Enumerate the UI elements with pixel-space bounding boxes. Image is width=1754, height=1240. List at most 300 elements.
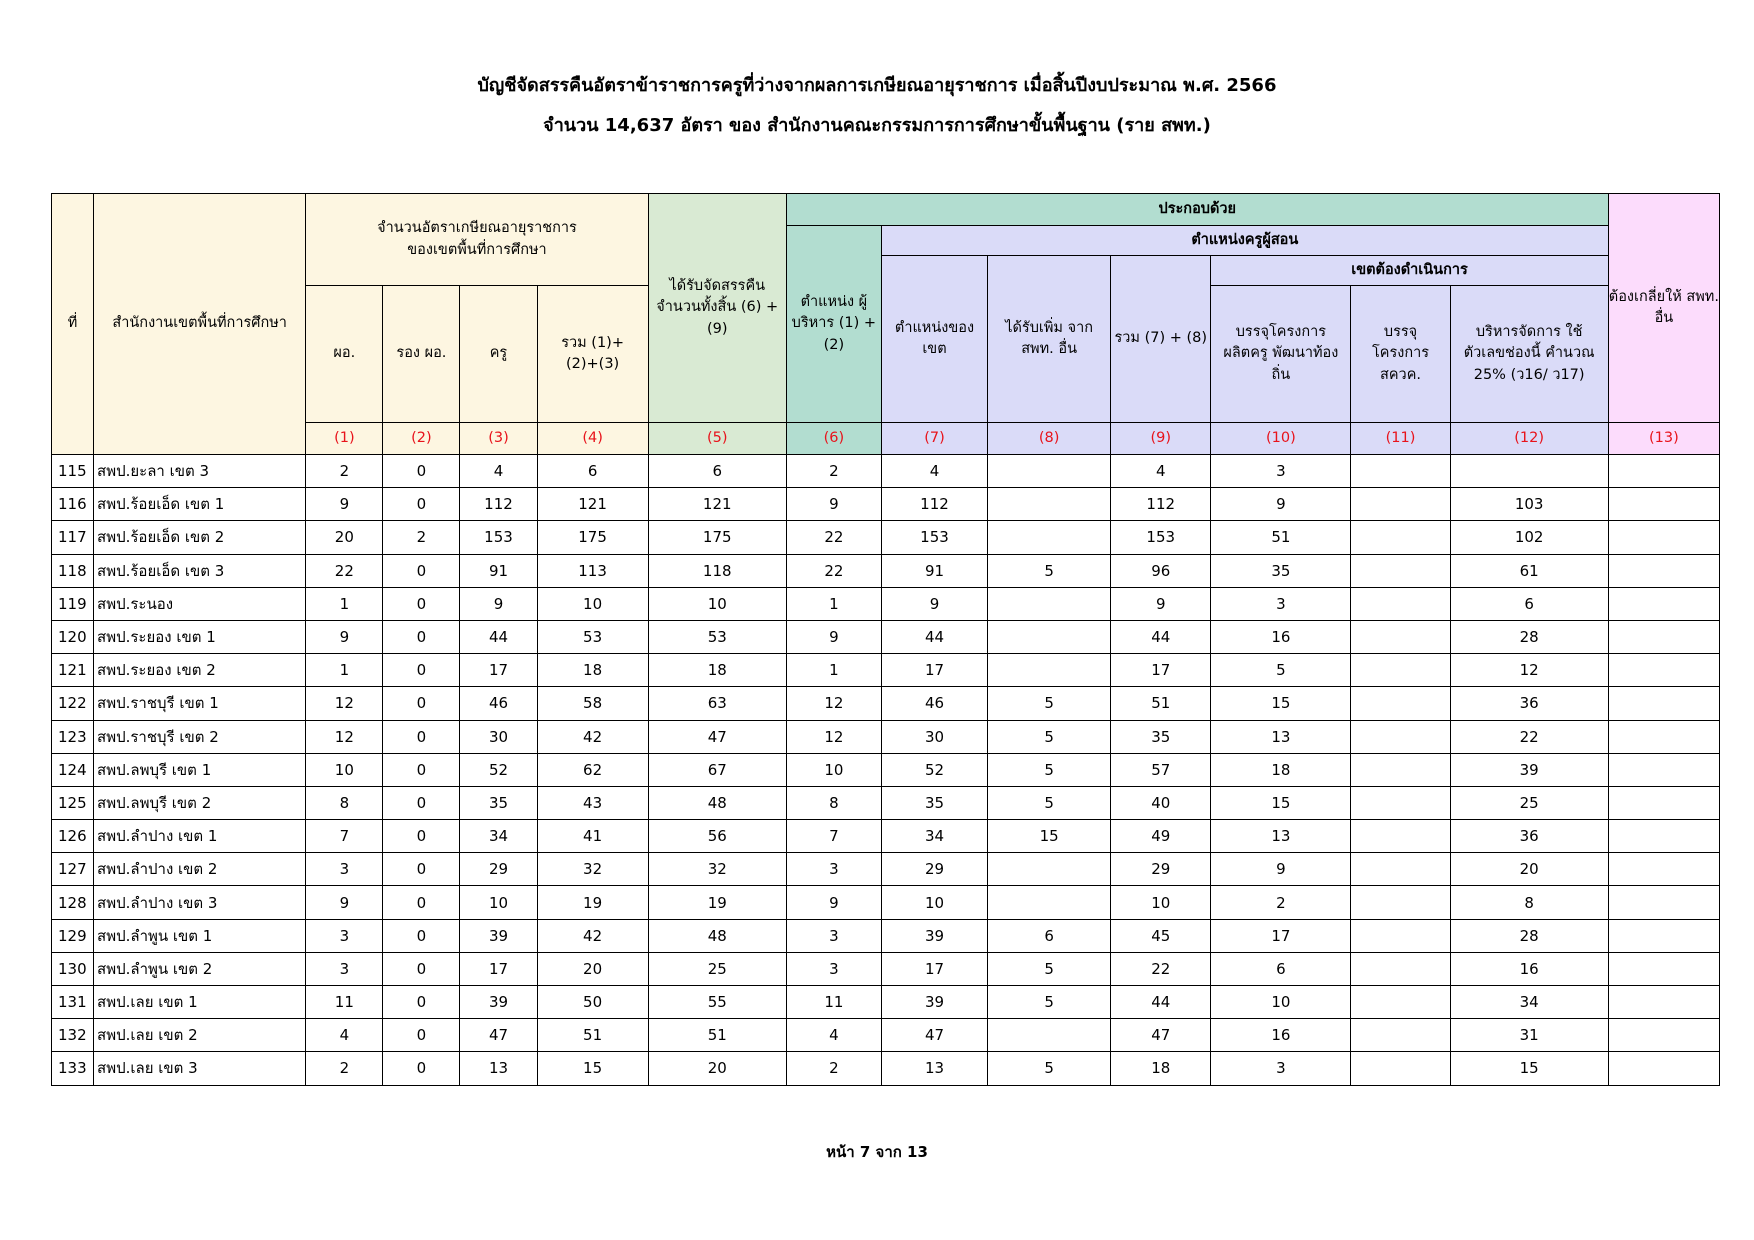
col-number: (11) (1351, 423, 1450, 455)
cell-value: 3 (786, 853, 881, 886)
table-row (52, 587, 1720, 620)
cell-value: 50 (537, 986, 648, 1019)
header-extra: ได้รับเพิ่ม จาก สพท. อื่น (988, 256, 1111, 423)
cell-value: 32 (537, 853, 648, 886)
col-number: (10) (1211, 423, 1351, 455)
cell-value: 25 (1450, 786, 1608, 819)
cell-value: 12 (306, 687, 383, 720)
row-number: 120 (52, 620, 94, 653)
cell-value: 6 (988, 919, 1111, 952)
cell-value: 13 (460, 1052, 537, 1085)
col-number: (9) (1111, 423, 1211, 455)
cell-value: 5 (1211, 654, 1351, 687)
cell-value: 5 (988, 687, 1111, 720)
cell-value: 3 (786, 952, 881, 985)
header-deputy: รอง ผอ. (383, 286, 460, 423)
cell-value: 153 (1111, 521, 1211, 554)
cell-value: 18 (1111, 1052, 1211, 1085)
header-must-do: เขตต้องดำเนินการ (1211, 256, 1608, 286)
row-number: 124 (52, 753, 94, 786)
cell-value (1351, 587, 1450, 620)
row-number: 116 (52, 488, 94, 521)
cell-value: 112 (460, 488, 537, 521)
cell-value: 39 (460, 919, 537, 952)
office-name: สพป.ระยอง เขต 2 (94, 654, 306, 687)
table-body (52, 455, 1720, 1086)
cell-value (988, 853, 1111, 886)
cell-value: 15 (537, 1052, 648, 1085)
cell-value: 10 (1211, 986, 1351, 1019)
cell-value (988, 587, 1111, 620)
cell-value: 11 (786, 986, 881, 1019)
cell-value (1608, 753, 1719, 786)
cell-value: 51 (1211, 521, 1351, 554)
cell-value: 18 (537, 654, 648, 687)
office-name: สพป.ระนอง (94, 587, 306, 620)
cell-value: 16 (1450, 952, 1608, 985)
cell-value: 30 (881, 720, 987, 753)
cell-value (988, 488, 1111, 521)
office-name: สพป.ยะลา เขต 3 (94, 455, 306, 488)
office-name: สพป.ร้อยเอ็ด เขต 2 (94, 521, 306, 554)
cell-value: 9 (1211, 488, 1351, 521)
cell-value (1608, 720, 1719, 753)
cell-value: 62 (537, 753, 648, 786)
cell-value: 40 (1111, 786, 1211, 819)
cell-value: 48 (648, 919, 786, 952)
cell-value: 10 (1111, 886, 1211, 919)
cell-value: 17 (460, 654, 537, 687)
office-name: สพป.เลย เขต 2 (94, 1019, 306, 1052)
cell-value: 11 (306, 986, 383, 1019)
header-no: ที่ (52, 194, 94, 455)
cell-value: 36 (1450, 687, 1608, 720)
cell-value: 9 (786, 620, 881, 653)
cell-value: 96 (1111, 554, 1211, 587)
table-row (52, 753, 1720, 786)
cell-value (1608, 620, 1719, 653)
cell-value: 35 (881, 786, 987, 819)
cell-value: 5 (988, 952, 1111, 985)
cell-value: 44 (1111, 620, 1211, 653)
table-row (52, 687, 1720, 720)
col-number: (6) (786, 423, 881, 455)
table-row (52, 986, 1720, 1019)
office-name: สพป.ลำปาง เขต 1 (94, 820, 306, 853)
document-subtitle: จำนวน 14,637 อัตรา ของ สำนักงานคณะกรรมการการศึกษาขั้นพื้นฐาน (ราย สพท.) (543, 115, 1211, 136)
header-kkk-program: บรรจุ โครงการ สควค. (1351, 286, 1450, 423)
cell-value (1608, 654, 1719, 687)
office-name: สพป.ลำปาง เขต 2 (94, 853, 306, 886)
cell-value: 3 (306, 919, 383, 952)
row-number: 132 (52, 1019, 94, 1052)
cell-value (1450, 455, 1608, 488)
cell-value: 30 (460, 720, 537, 753)
row-number: 129 (52, 919, 94, 952)
cell-value: 5 (988, 554, 1111, 587)
cell-value (1608, 554, 1719, 587)
cell-value (1608, 820, 1719, 853)
cell-value: 32 (648, 853, 786, 886)
cell-value: 42 (537, 720, 648, 753)
cell-value (1608, 1019, 1719, 1052)
cell-value: 1 (786, 654, 881, 687)
header-manage: บริหารจัดการ ใช้ตัวเลขช่องนี้ คำนวณ 25% (ว16/ ว17) (1450, 286, 1608, 423)
col-number: (4) (537, 423, 648, 455)
cell-value: 55 (648, 986, 786, 1019)
office-name: สพป.ลำปาง เขต 3 (94, 886, 306, 919)
header-local-program: บรรจุโครงการ ผลิตครู พัฒนาท้องถิ่น (1211, 286, 1351, 423)
header-other: ต้องเกลี่ยให้ สพท. อื่น (1608, 194, 1719, 423)
cell-value (988, 1019, 1111, 1052)
cell-value: 22 (786, 554, 881, 587)
table-row (52, 720, 1720, 753)
cell-value: 2 (786, 455, 881, 488)
col-number: (13) (1608, 423, 1719, 455)
col-number: (5) (648, 423, 786, 455)
cell-value: 44 (460, 620, 537, 653)
office-name: สพป.ระยอง เขต 1 (94, 620, 306, 653)
cell-value: 13 (1211, 720, 1351, 753)
table-row (52, 820, 1720, 853)
table-row (52, 554, 1720, 587)
cell-value: 10 (537, 587, 648, 620)
cell-value: 0 (383, 554, 460, 587)
office-name: สพป.ลพบุรี เขต 2 (94, 786, 306, 819)
row-number: 127 (52, 853, 94, 886)
cell-value: 112 (881, 488, 987, 521)
cell-value: 15 (1211, 786, 1351, 819)
cell-value: 4 (1111, 455, 1211, 488)
table-row (52, 919, 1720, 952)
cell-value: 51 (537, 1019, 648, 1052)
office-name: สพป.ลำพูน เขต 1 (94, 919, 306, 952)
cell-value: 121 (648, 488, 786, 521)
cell-value: 9 (1111, 587, 1211, 620)
row-number: 121 (52, 654, 94, 687)
cell-value (1608, 488, 1719, 521)
cell-value: 39 (881, 919, 987, 952)
cell-value: 16 (1211, 1019, 1351, 1052)
cell-value: 17 (881, 952, 987, 985)
cell-value: 29 (1111, 853, 1211, 886)
table-row (52, 455, 1720, 488)
cell-value: 0 (383, 952, 460, 985)
cell-value (1351, 620, 1450, 653)
cell-value: 103 (1450, 488, 1608, 521)
col-number: (7) (881, 423, 987, 455)
cell-value: 17 (1211, 919, 1351, 952)
cell-value: 102 (1450, 521, 1608, 554)
cell-value: 28 (1450, 919, 1608, 952)
cell-value (1351, 1052, 1450, 1085)
cell-value: 12 (786, 720, 881, 753)
cell-value (1351, 654, 1450, 687)
cell-value: 5 (988, 786, 1111, 819)
page-footer: หน้า 7 จาก 13 (826, 1143, 928, 1161)
cell-value (1351, 455, 1450, 488)
row-number: 123 (52, 720, 94, 753)
cell-value: 9 (786, 488, 881, 521)
cell-value: 0 (383, 687, 460, 720)
cell-value: 48 (648, 786, 786, 819)
header-composed: ประกอบด้วย (786, 194, 1608, 226)
cell-value: 0 (383, 654, 460, 687)
cell-value: 4 (306, 1019, 383, 1052)
cell-value: 0 (383, 886, 460, 919)
cell-value: 44 (1111, 986, 1211, 1019)
cell-value (1608, 853, 1719, 886)
cell-value (1608, 521, 1719, 554)
cell-value: 18 (1211, 753, 1351, 786)
cell-value: 15 (988, 820, 1111, 853)
office-name: สพป.ราชบุรี เขต 1 (94, 687, 306, 720)
cell-value: 5 (988, 753, 1111, 786)
cell-value (1608, 455, 1719, 488)
cell-value: 0 (383, 455, 460, 488)
header-office: สำนักงานเขตพื้นที่การศึกษา (94, 194, 306, 455)
cell-value: 3 (786, 919, 881, 952)
cell-value (988, 521, 1111, 554)
cell-value: 3 (1211, 455, 1351, 488)
cell-value (1351, 1019, 1450, 1052)
cell-value: 9 (786, 886, 881, 919)
cell-value: 13 (881, 1052, 987, 1085)
cell-value: 3 (306, 853, 383, 886)
cell-value: 3 (1211, 587, 1351, 620)
cell-value: 8 (306, 786, 383, 819)
cell-value: 112 (1111, 488, 1211, 521)
cell-value: 19 (648, 886, 786, 919)
cell-value: 46 (460, 687, 537, 720)
cell-value: 2 (786, 1052, 881, 1085)
cell-value: 175 (537, 521, 648, 554)
cell-value: 6 (1450, 587, 1608, 620)
cell-value: 53 (537, 620, 648, 653)
cell-value: 17 (881, 654, 987, 687)
row-number: 117 (52, 521, 94, 554)
office-name: สพป.ลำพูน เขต 2 (94, 952, 306, 985)
cell-value: 12 (1450, 654, 1608, 687)
cell-value: 0 (383, 1052, 460, 1085)
cell-value: 22 (1111, 952, 1211, 985)
cell-value: 56 (648, 820, 786, 853)
cell-value: 15 (1450, 1052, 1608, 1085)
row-number: 115 (52, 455, 94, 488)
cell-value: 42 (537, 919, 648, 952)
cell-value: 22 (306, 554, 383, 587)
cell-value: 91 (881, 554, 987, 587)
cell-value: 57 (1111, 753, 1211, 786)
cell-value: 58 (537, 687, 648, 720)
cell-value: 67 (648, 753, 786, 786)
cell-value: 17 (460, 952, 537, 985)
cell-value: 52 (881, 753, 987, 786)
cell-value (1608, 1052, 1719, 1085)
table-row (52, 654, 1720, 687)
cell-value: 3 (1211, 1052, 1351, 1085)
cell-value: 2 (306, 1052, 383, 1085)
cell-value: 0 (383, 853, 460, 886)
cell-value: 12 (306, 720, 383, 753)
header-admin: ตำแหน่ง ผู้บริหาร (1) + (2) (786, 226, 881, 423)
cell-value: 0 (383, 1019, 460, 1052)
cell-value: 52 (460, 753, 537, 786)
cell-value: 47 (648, 720, 786, 753)
cell-value: 4 (460, 455, 537, 488)
cell-value: 29 (460, 853, 537, 886)
cell-value: 19 (537, 886, 648, 919)
cell-value: 0 (383, 919, 460, 952)
header-teacher: ครู (460, 286, 537, 423)
cell-value: 35 (1111, 720, 1211, 753)
cell-value: 28 (1450, 620, 1608, 653)
cell-value: 0 (383, 488, 460, 521)
cell-value: 7 (306, 820, 383, 853)
cell-value: 20 (648, 1052, 786, 1085)
cell-value: 45 (1111, 919, 1211, 952)
cell-value (1351, 753, 1450, 786)
cell-value: 4 (786, 1019, 881, 1052)
cell-value: 2 (1211, 886, 1351, 919)
cell-value: 6 (1211, 952, 1351, 985)
cell-value: 46 (881, 687, 987, 720)
row-number: 119 (52, 587, 94, 620)
cell-value: 0 (383, 587, 460, 620)
cell-value: 15 (1211, 687, 1351, 720)
header-allocated: ได้รับจัดสรรคืน จำนวนทั้งสิ้น (6) + (9) (648, 194, 786, 423)
cell-value: 3 (306, 952, 383, 985)
cell-value: 8 (786, 786, 881, 819)
table-row (52, 952, 1720, 985)
table-row (52, 1052, 1720, 1085)
cell-value: 25 (648, 952, 786, 985)
cell-value: 47 (881, 1019, 987, 1052)
cell-value (988, 654, 1111, 687)
cell-value: 39 (881, 986, 987, 1019)
office-name: สพป.เลย เขต 1 (94, 986, 306, 1019)
office-name: สพป.ราชบุรี เขต 2 (94, 720, 306, 753)
col-number: (8) (988, 423, 1111, 455)
cell-value: 16 (1211, 620, 1351, 653)
header-sum-1-3: รวม (1)+(2)+(3) (537, 286, 648, 423)
cell-value: 175 (648, 521, 786, 554)
cell-value: 44 (881, 620, 987, 653)
header-teaching: ตำแหน่งครูผู้สอน (881, 226, 1608, 256)
row-number: 133 (52, 1052, 94, 1085)
row-number: 131 (52, 986, 94, 1019)
office-name: สพป.ร้อยเอ็ด เขต 3 (94, 554, 306, 587)
cell-value (1608, 786, 1719, 819)
cell-value (1351, 820, 1450, 853)
row-number: 125 (52, 786, 94, 819)
cell-value: 43 (537, 786, 648, 819)
allocation-table (51, 193, 1720, 1086)
row-number: 130 (52, 952, 94, 985)
col-number: (3) (460, 423, 537, 455)
cell-value: 9 (1211, 853, 1351, 886)
cell-value: 118 (648, 554, 786, 587)
cell-value: 13 (1211, 820, 1351, 853)
cell-value (1351, 488, 1450, 521)
cell-value: 5 (988, 1052, 1111, 1085)
table-row (52, 886, 1720, 919)
cell-value: 41 (537, 820, 648, 853)
cell-value: 2 (383, 521, 460, 554)
cell-value: 0 (383, 753, 460, 786)
table-row (52, 853, 1720, 886)
cell-value: 51 (648, 1019, 786, 1052)
cell-value: 9 (306, 886, 383, 919)
cell-value: 2 (306, 455, 383, 488)
cell-value: 113 (537, 554, 648, 587)
row-number: 126 (52, 820, 94, 853)
cell-value: 35 (1211, 554, 1351, 587)
cell-value (1608, 919, 1719, 952)
cell-value: 20 (306, 521, 383, 554)
cell-value (988, 455, 1111, 488)
cell-value: 51 (1111, 687, 1211, 720)
cell-value: 7 (786, 820, 881, 853)
cell-value (1351, 687, 1450, 720)
cell-value (1351, 720, 1450, 753)
cell-value: 20 (1450, 853, 1608, 886)
table-row (52, 786, 1720, 819)
cell-value: 0 (383, 820, 460, 853)
cell-value (1351, 521, 1450, 554)
cell-value: 5 (988, 720, 1111, 753)
cell-value (1351, 886, 1450, 919)
header-district-position: ตำแหน่งของ เขต (881, 256, 987, 423)
cell-value: 4 (881, 455, 987, 488)
cell-value (988, 620, 1111, 653)
cell-value: 49 (1111, 820, 1211, 853)
cell-value: 10 (881, 886, 987, 919)
cell-value: 29 (881, 853, 987, 886)
table-row (52, 1019, 1720, 1052)
col-number: (12) (1450, 423, 1608, 455)
cell-value (988, 886, 1111, 919)
cell-value: 6 (648, 455, 786, 488)
cell-value: 63 (648, 687, 786, 720)
cell-value: 22 (1450, 720, 1608, 753)
cell-value: 10 (306, 753, 383, 786)
cell-value (1351, 919, 1450, 952)
cell-value: 153 (881, 521, 987, 554)
cell-value: 36 (1450, 820, 1608, 853)
cell-value: 39 (1450, 753, 1608, 786)
cell-value (1608, 986, 1719, 1019)
cell-value: 10 (786, 753, 881, 786)
cell-value: 9 (306, 488, 383, 521)
cell-value (1351, 952, 1450, 985)
office-name: สพป.เลย เขต 3 (94, 1052, 306, 1085)
row-number: 122 (52, 687, 94, 720)
cell-value: 1 (306, 587, 383, 620)
cell-value: 6 (537, 455, 648, 488)
cell-value: 39 (460, 986, 537, 1019)
cell-value (1608, 687, 1719, 720)
header-retire-group: จำนวนอัตราเกษียณอายุราชการ ของเขตพื้นที่การศึกษา (306, 194, 648, 286)
cell-value: 8 (1450, 886, 1608, 919)
cell-value: 17 (1111, 654, 1211, 687)
cell-value: 53 (648, 620, 786, 653)
office-name: สพป.ร้อยเอ็ด เขต 1 (94, 488, 306, 521)
col-number: (1) (306, 423, 383, 455)
cell-value: 20 (537, 952, 648, 985)
document-title: บัญชีจัดสรรคืนอัตราข้าราชการครูที่ว่างจากผลการเกษียณอายุราชการ เมื่อสิ้นปีงบประมาณ พ.ศ. 2566 (477, 75, 1277, 96)
cell-value: 121 (537, 488, 648, 521)
